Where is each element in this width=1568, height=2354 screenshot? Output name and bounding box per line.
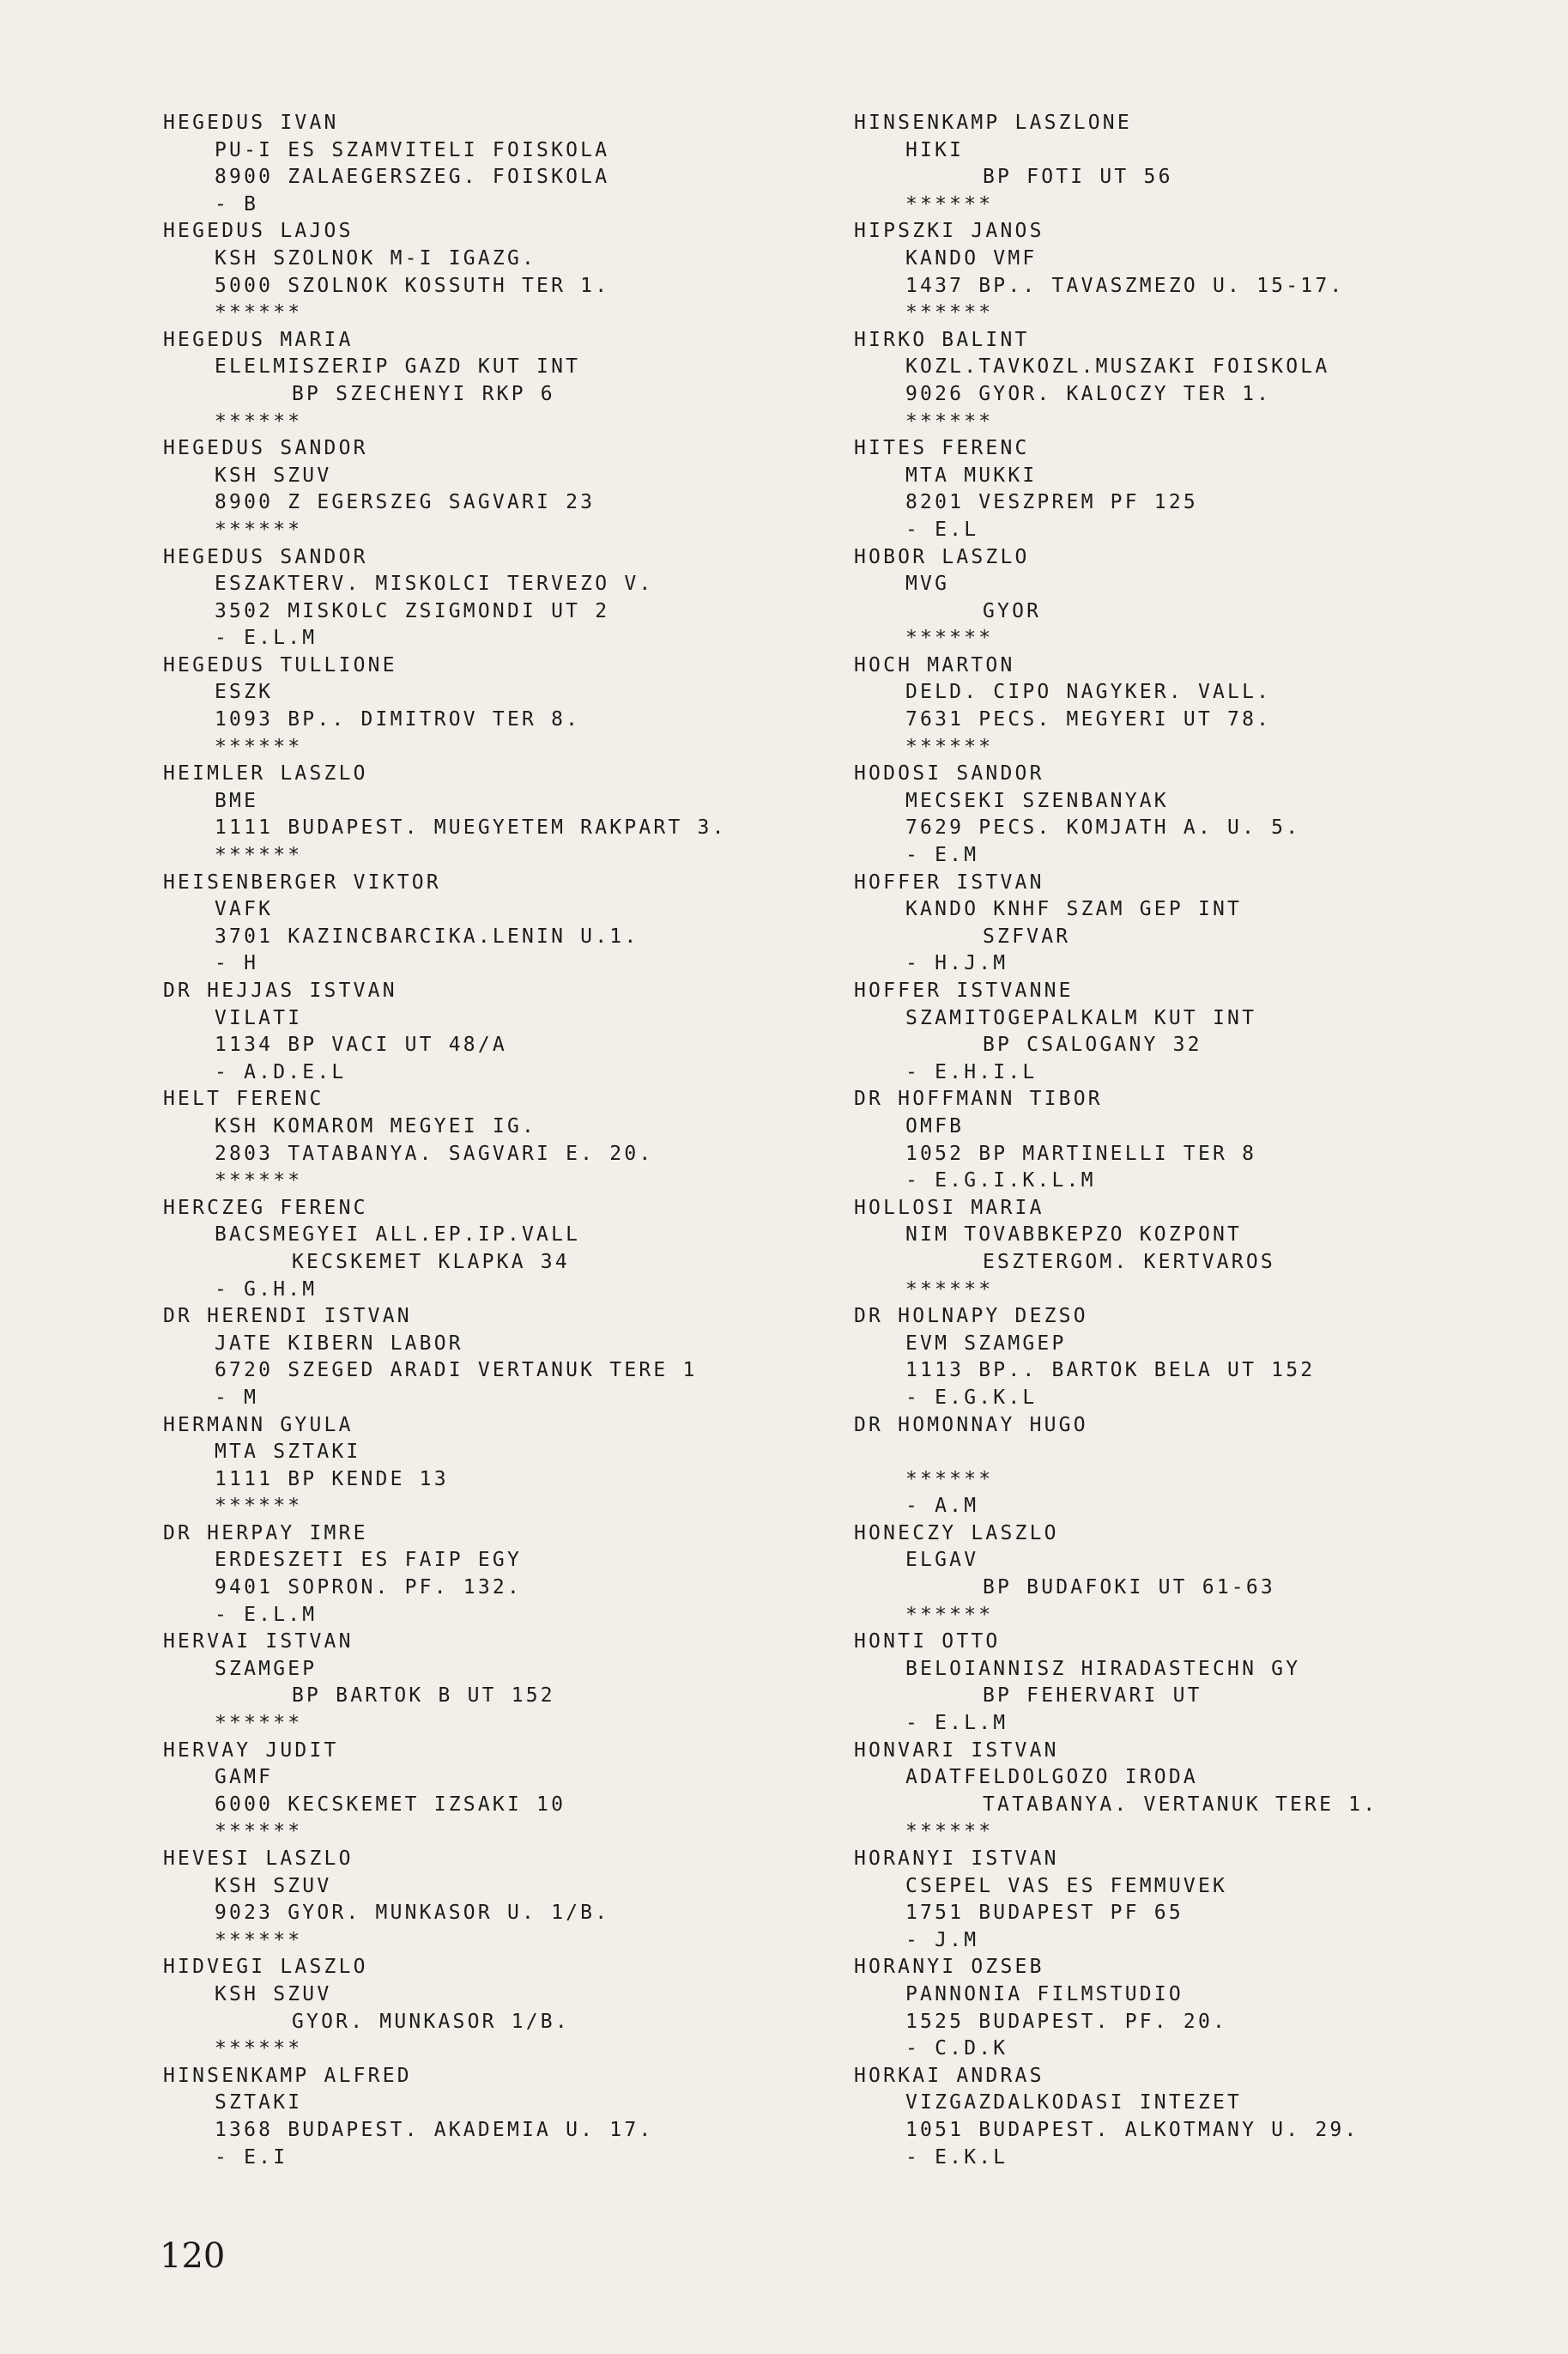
entry-detail-line: 1751 BUDAPEST PF 65 <box>905 1902 1184 1925</box>
entry-detail-line: - E.I <box>215 2145 288 2169</box>
entry-detail-line: - J.M <box>905 1928 979 1951</box>
entry-detail-line: TATABANYA. VERTANUK TERE 1. <box>983 1793 1378 1816</box>
directory-entry <box>854 1195 1541 1303</box>
entry-detail-line: 1111 BUDAPEST. MUEGYETEM RAKPART 3. <box>215 816 727 840</box>
entry-detail-line: 9401 SOPRON. PF. 132. <box>215 1576 522 1599</box>
entry-detail-line: - E.L.M <box>215 627 318 650</box>
entry-name: DR HOFFMANN TIBOR <box>854 1088 1103 1111</box>
entry-name: HODOSI SANDOR <box>854 762 1044 786</box>
directory-entry <box>854 978 1541 1086</box>
directory-entry <box>163 761 850 869</box>
entry-detail-line: ****** <box>215 1169 303 1192</box>
entry-detail-line: SZAMITOGEPALKALM KUT INT <box>905 1006 1257 1029</box>
entry-detail-line: ****** <box>215 1928 303 1951</box>
directory-entry <box>163 1086 850 1194</box>
entry-detail-line: BP FEHERVARI UT <box>983 1684 1202 1708</box>
entry-detail-line: - A.D.E.L <box>215 1060 347 1083</box>
entry-detail-line: ESZTERGOM. KERTVAROS <box>983 1250 1275 1273</box>
entry-name: HERVAY JUDIT <box>163 1738 339 1762</box>
entry-name: DR HEJJAS ISTVAN <box>163 980 397 1002</box>
entry-detail-line: 9026 GYOR. KALOCZY TER 1. <box>905 382 1272 405</box>
entry-detail-line: 6720 SZEGED ARADI VERTANUK TERE 1 <box>215 1359 698 1382</box>
entry-detail-line: MTA MUKKI <box>905 464 1038 487</box>
entry-detail-line: 1111 BP KENDE 13 <box>215 1467 449 1490</box>
entry-detail-line: ****** <box>215 518 303 541</box>
entry-detail-line: ****** <box>905 1467 994 1490</box>
directory-entry <box>854 1086 1541 1194</box>
directory-entry <box>163 1629 850 1737</box>
entry-detail-line: - G.H.M <box>215 1277 318 1301</box>
entry-detail-line: ****** <box>215 735 303 758</box>
entry-detail-line: 5000 SZOLNOK KOSSUTH TER 1. <box>215 274 610 297</box>
entry-name: HIPSZKI JANOS <box>854 220 1044 243</box>
directory-entry <box>163 1520 850 1629</box>
entry-name: HOCH MARTON <box>854 653 1015 676</box>
entry-detail-line: - B <box>215 192 259 215</box>
entry-detail-line: ****** <box>905 410 994 433</box>
entry-detail-line: BP BUDAFOKI UT 61-63 <box>983 1576 1275 1599</box>
entry-detail-line: HIKI <box>905 138 965 161</box>
entry-detail-line: GYOR. MUNKASOR 1/B. <box>292 2010 570 2033</box>
entry-detail-line: ****** <box>215 1495 303 1518</box>
entry-detail-line: BME <box>215 789 259 812</box>
entry-detail-line: ****** <box>215 1820 303 1843</box>
entry-detail-line: NIM TOVABBKEPZO KOZPONT <box>905 1223 1243 1247</box>
entry-name: HITES FERENC <box>854 437 1030 460</box>
entry-detail-line: KSH SZOLNOK M-I IGAZG. <box>215 246 537 270</box>
entry-detail-line: BP BARTOK B UT 152 <box>292 1684 555 1708</box>
entry-detail-line: DELD. CIPO NAGYKER. VALL. <box>905 681 1272 704</box>
directory-entry <box>854 1954 1541 2062</box>
directory-entry <box>163 110 850 218</box>
entry-name: HOLLOSI MARIA <box>854 1196 1044 1219</box>
entry-detail-line: KECSKEMET KLAPKA 34 <box>292 1250 570 1273</box>
entry-detail-line: BP SZECHENYI RKP 6 <box>292 382 555 405</box>
entry-name: HEGEDUS SANDOR <box>163 545 368 568</box>
entry-detail-line: 1525 BUDAPEST. PF. 20. <box>905 2010 1228 2033</box>
entry-name: HINSENKAMP LASZLONE <box>854 112 1132 134</box>
directory-entry <box>854 761 1541 869</box>
directory-entry <box>163 2063 850 2171</box>
directory-entry <box>163 978 850 1086</box>
entry-name: HIRKO BALINT <box>854 328 1030 351</box>
entry-name: HEVESI LASZLO <box>163 1847 354 1870</box>
entry-detail-line: ****** <box>905 301 994 325</box>
entry-detail-line: ****** <box>905 735 994 758</box>
directory-entry <box>163 1195 850 1303</box>
entry-detail-line: - A.M <box>905 1495 979 1518</box>
entry-name: HORANYI ISTVAN <box>854 1847 1059 1870</box>
entry-detail-line: BP FOTI UT 56 <box>983 166 1173 189</box>
entry-detail-line: EVM SZAMGEP <box>905 1332 1067 1355</box>
entry-detail-line: 9023 GYOR. MUNKASOR U. 1/B. <box>215 1902 610 1925</box>
entry-detail-line: VAFK <box>215 898 274 921</box>
entry-detail-line: 2803 TATABANYA. SAGVARI E. 20. <box>215 1142 654 1165</box>
entry-detail-line <box>854 1439 1541 1466</box>
entry-detail-line: GYOR <box>983 599 1042 622</box>
entry-detail-line: ESZAKTERV. MISKOLCI TERVEZO V. <box>215 573 654 596</box>
entry-detail-line: - C.D.K <box>905 2037 1008 2060</box>
directory-entry <box>163 1738 850 1846</box>
entry-detail-line: ELGAV <box>905 1549 979 1572</box>
entry-name: HORKAI ANDRAS <box>854 2064 1044 2087</box>
entry-name: HEGEDUS IVAN <box>163 112 339 134</box>
directory-entry <box>854 1846 1541 1954</box>
entry-name: HELT FERENC <box>163 1088 324 1111</box>
entry-detail-line: MVG <box>905 573 950 596</box>
entry-detail-line: ****** <box>905 627 994 650</box>
entry-detail-line: PANNONIA FILMSTUDIO <box>905 1982 1184 2005</box>
directory-entry <box>854 435 1541 543</box>
entry-detail-line: BP CSALOGANY 32 <box>983 1034 1202 1057</box>
entry-detail-line: - H <box>215 952 259 975</box>
entry-detail-line: - E.M <box>905 844 979 867</box>
entry-detail-line: OMFB <box>905 1114 965 1138</box>
entry-detail-line: ADATFELDOLGOZO IRODA <box>905 1766 1198 1789</box>
entry-detail-line: ****** <box>215 1712 303 1735</box>
entry-detail-line: 7631 PECS. MEGYERI UT 78. <box>905 708 1272 731</box>
directory-column-left <box>163 110 850 2171</box>
directory-entry <box>854 2063 1541 2171</box>
entry-name: HERMANN GYULA <box>163 1413 354 1436</box>
directory-entry <box>854 870 1541 978</box>
directory-entry <box>854 1738 1541 1846</box>
directory-entry <box>163 870 850 978</box>
entry-detail-line: 1051 BUDAPEST. ALKOTMANY U. 29. <box>905 2118 1359 2141</box>
entry-detail-line: 1437 BP.. TAVASZMEZO U. 15-17. <box>905 274 1345 297</box>
entry-name: HEGEDUS LAJOS <box>163 220 354 243</box>
entry-name: HOFFER ISTVAN <box>854 871 1044 894</box>
entry-name: HEISENBERGER VIKTOR <box>163 871 441 894</box>
entry-detail-line: BELOIANNISZ HIRADASTECHN GY <box>905 1657 1301 1680</box>
directory-column-right <box>854 110 1541 2171</box>
entry-detail-line: JATE KIBERN LABOR <box>215 1332 463 1355</box>
entry-detail-line: - E.L <box>905 518 979 541</box>
entry-name: DR HOLNAPY DEZSO <box>854 1305 1088 1328</box>
entry-detail-line: 3502 MISKOLC ZSIGMONDI UT 2 <box>215 599 610 622</box>
entry-detail-line: ELELMISZERIP GAZD KUT INT <box>215 355 581 379</box>
entry-name: HONVARI ISTVAN <box>854 1738 1059 1762</box>
entry-detail-line: KANDO KNHF SZAM GEP INT <box>905 898 1243 921</box>
directory-entry <box>163 218 850 326</box>
directory-entry <box>854 1629 1541 1737</box>
entry-detail-line: SZTAKI <box>215 2091 303 2114</box>
page-number: 120 <box>160 2236 226 2276</box>
entry-detail-line: 1113 BP.. BARTOK BELA UT 152 <box>905 1359 1316 1382</box>
entry-name: HERCZEG FERENC <box>163 1196 368 1219</box>
directory-entry <box>854 544 1541 652</box>
entry-detail-line: KOZL.TAVKOZL.MUSZAKI FOISKOLA <box>905 355 1330 379</box>
entry-detail-line: - E.H.I.L <box>905 1060 1038 1083</box>
entry-detail-line: KANDO VMF <box>905 246 1038 270</box>
entry-detail-line: 8900 ZALAEGERSZEG. FOISKOLA <box>215 166 610 189</box>
directory-entry <box>854 652 1541 761</box>
entry-detail-line: KSH SZUV <box>215 1874 332 1897</box>
entry-detail-line: - E.G.I.K.L.M <box>905 1169 1096 1192</box>
entry-detail-line: PU-I ES SZAMVITELI FOISKOLA <box>215 138 610 161</box>
entry-name: DR HOMONNAY HUGO <box>854 1413 1088 1436</box>
entry-name: HORANYI OZSEB <box>854 1956 1044 1979</box>
entry-detail-line: GAMF <box>215 1766 274 1789</box>
directory-entry <box>854 1303 1541 1411</box>
entry-detail-line: KSH SZUV <box>215 464 332 487</box>
entry-detail-line: VIZGAZDALKODASI INTEZET <box>905 2091 1243 2114</box>
entry-detail-line: MTA SZTAKI <box>215 1441 361 1464</box>
entry-name: HOBOR LASZLO <box>854 545 1030 568</box>
entry-name: HONTI OTTO <box>854 1630 1001 1653</box>
directory-entry <box>163 435 850 543</box>
directory-entry <box>163 1412 850 1520</box>
directory-entry <box>163 1846 850 1954</box>
entry-detail-line: 8201 VESZPREM PF 125 <box>905 491 1198 514</box>
entry-detail-line: 3701 KAZINCBARCIKA.LENIN U.1. <box>215 925 639 948</box>
entry-detail-line: SZFVAR <box>983 925 1071 948</box>
entry-detail-line: - H.J.M <box>905 952 1008 975</box>
entry-detail-line: - E.L.M <box>905 1712 1008 1735</box>
directory-entry <box>854 327 1541 435</box>
entry-detail-line: 8900 Z EGERSZEG SAGVARI 23 <box>215 491 596 514</box>
entry-name: DR HERPAY IMRE <box>163 1521 368 1544</box>
entry-name: HINSENKAMP ALFRED <box>163 2064 412 2087</box>
entry-name: HIDVEGI LASZLO <box>163 1956 368 1979</box>
entry-detail-line: SZAMGEP <box>215 1657 318 1680</box>
entry-detail-line: 1093 BP.. DIMITROV TER 8. <box>215 708 581 731</box>
entry-detail-line: ****** <box>905 1277 994 1301</box>
entry-name: HEGEDUS TULLIONE <box>163 653 397 676</box>
entry-name: HEGEDUS MARIA <box>163 328 354 351</box>
entry-name: HOFFER ISTVANNE <box>854 980 1074 1002</box>
directory-entry <box>854 1412 1541 1520</box>
entry-detail-line: 6000 KECSKEMET IZSAKI 10 <box>215 1793 566 1816</box>
entry-detail-line: - E.G.K.L <box>905 1386 1038 1409</box>
entry-detail-line: ERDESZETI ES FAIP EGY <box>215 1549 522 1572</box>
entry-name: HONECZY LASZLO <box>854 1521 1059 1544</box>
entry-detail-line: ****** <box>215 301 303 325</box>
directory-entry <box>163 1303 850 1411</box>
directory-entry <box>163 327 850 435</box>
entry-name: HEGEDUS SANDOR <box>163 437 368 460</box>
entry-detail-line: 1134 BP VACI UT 48/A <box>215 1034 507 1057</box>
entry-detail-line: ****** <box>215 410 303 433</box>
entry-detail-line: KSH SZUV <box>215 1982 332 2005</box>
entry-detail-line: - E.L.M <box>215 1603 318 1626</box>
directory-entry <box>854 1520 1541 1629</box>
entry-detail-line: 7629 PECS. KOMJATH A. U. 5. <box>905 816 1301 840</box>
entry-detail-line: ****** <box>905 1603 994 1626</box>
entry-detail-line: - E.K.L <box>905 2145 1008 2169</box>
entry-name: DR HERENDI ISTVAN <box>163 1305 412 1328</box>
entry-detail-line: BACSMEGYEI ALL.EP.IP.VALL <box>215 1223 581 1247</box>
entry-name: HEIMLER LASZLO <box>163 762 368 786</box>
entry-detail-line: 1052 BP MARTINELLI TER 8 <box>905 1142 1257 1165</box>
entry-detail-line: ****** <box>905 1820 994 1843</box>
directory-entry <box>854 218 1541 326</box>
entry-detail-line: ****** <box>215 2037 303 2060</box>
directory-entry <box>163 652 850 761</box>
entry-detail-line: ESZK <box>215 681 274 704</box>
directory-entry <box>854 110 1541 218</box>
entry-detail-line: VILATI <box>215 1006 303 1029</box>
entry-name: HERVAI ISTVAN <box>163 1630 354 1653</box>
directory-entry <box>163 544 850 652</box>
entry-detail-line: 1368 BUDAPEST. AKADEMIA U. 17. <box>215 2118 654 2141</box>
entry-detail-line: KSH KOMAROM MEGYEI IG. <box>215 1114 537 1138</box>
entry-detail-line: MECSEKI SZENBANYAK <box>905 789 1169 812</box>
entry-detail-line: ****** <box>905 192 994 215</box>
directory-entry <box>163 1954 850 2062</box>
entry-detail-line: - M <box>215 1386 259 1409</box>
entry-detail-line: CSEPEL VAS ES FEMMUVEK <box>905 1874 1228 1897</box>
entry-detail-line: ****** <box>215 844 303 867</box>
